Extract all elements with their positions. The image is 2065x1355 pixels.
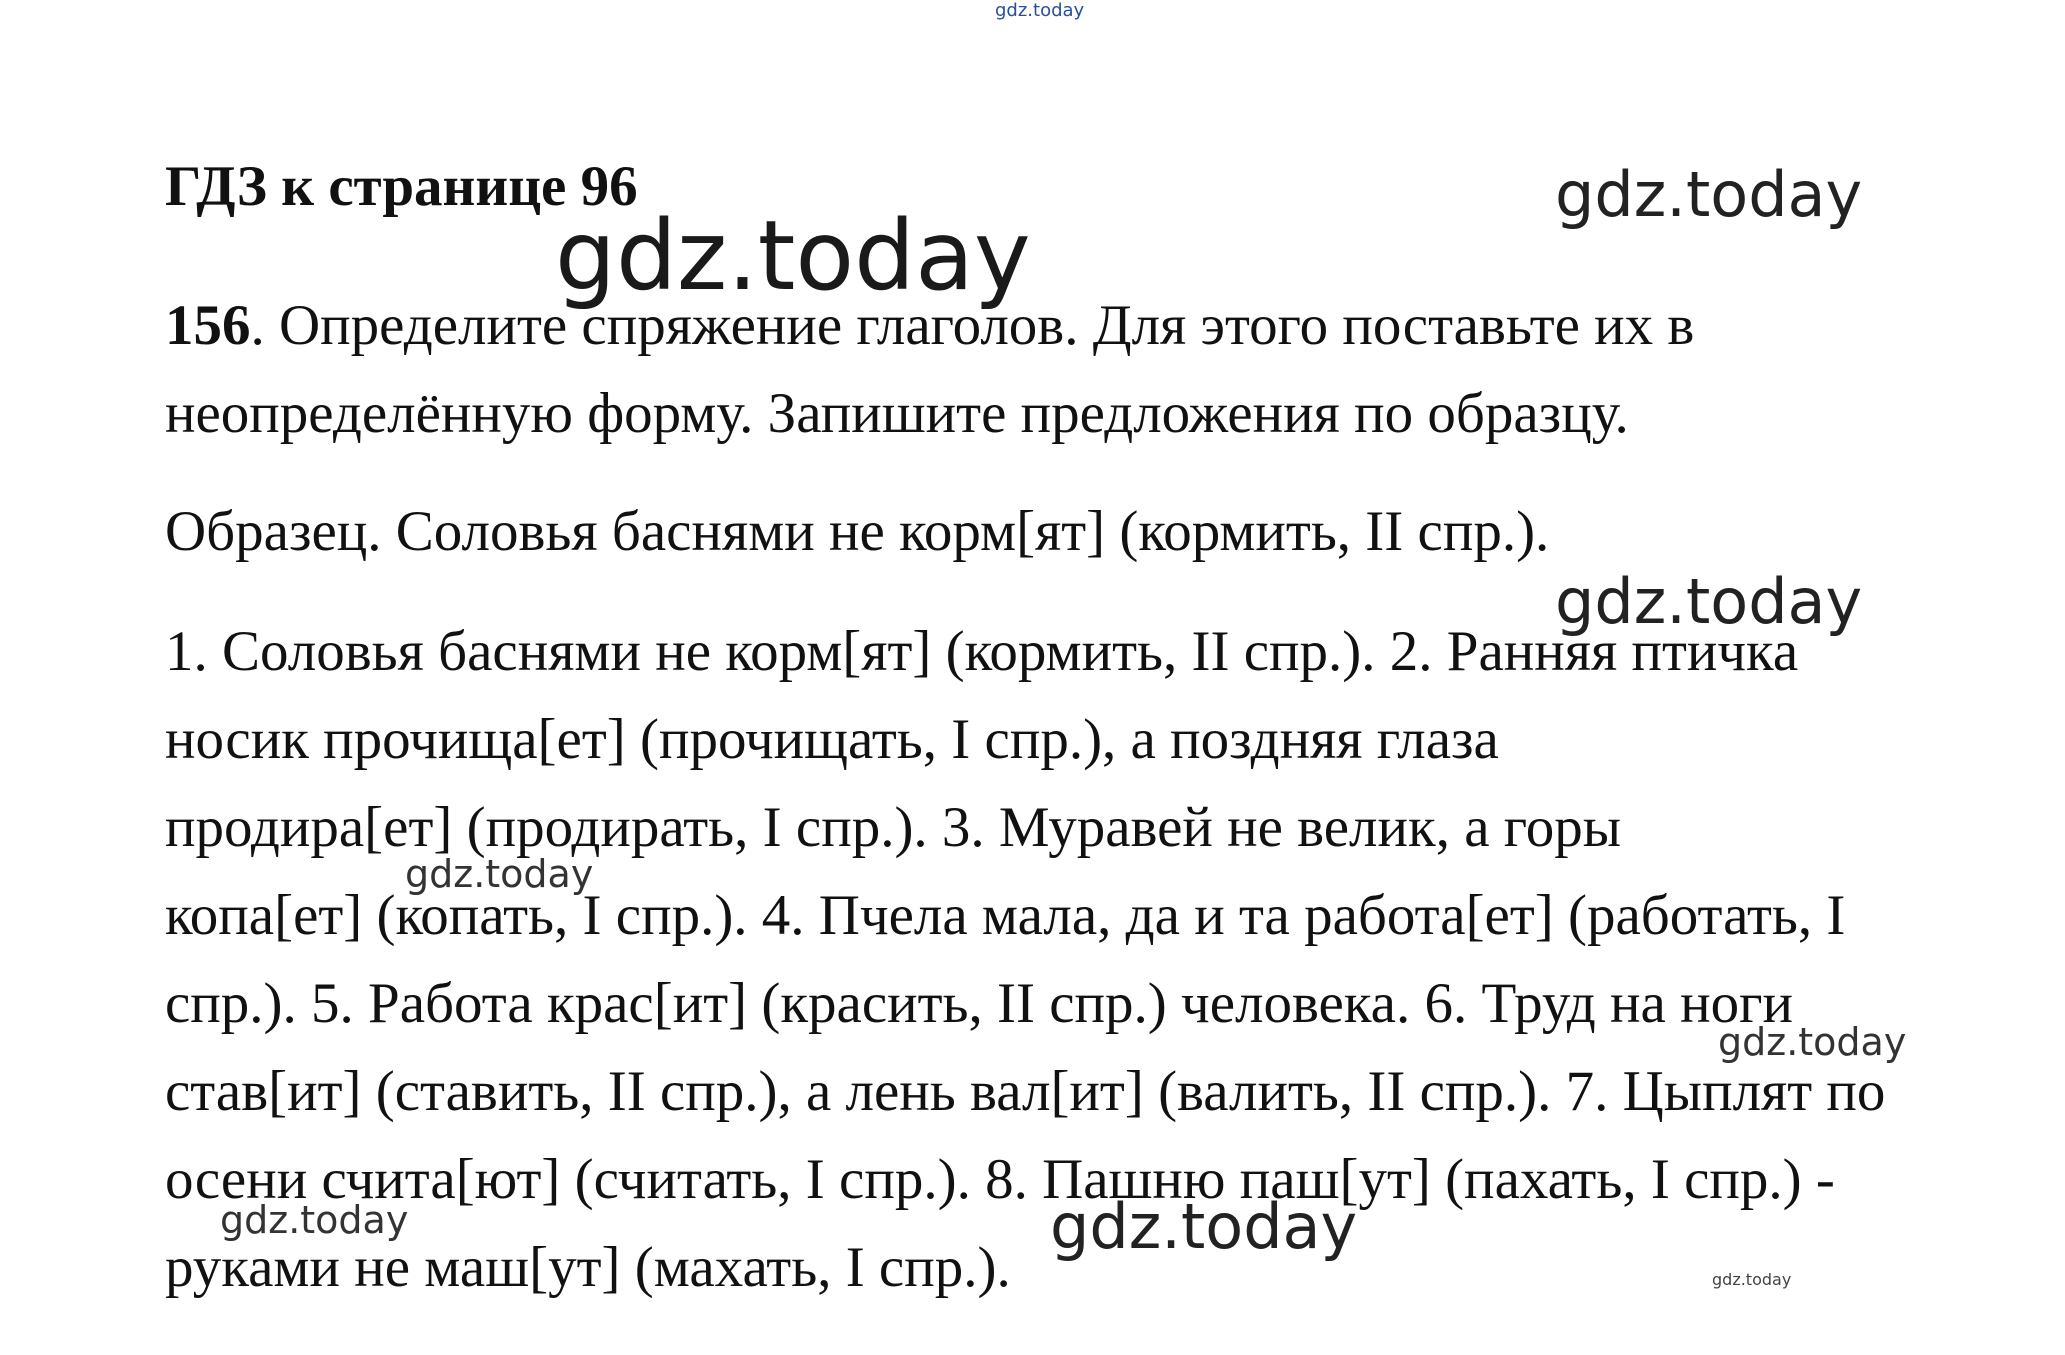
answer-line-8: руками не маш[ут] (махать, I спр.). [165,1236,1011,1299]
answer-line-2: носик прочища[ет] (прочищать, I спр.), а поздняя глаза [165,708,1499,771]
watermark-top-right: gdz.today [1555,158,1863,231]
task-line-1 [165,282,1945,370]
answer-line-3: продира[ет] (продирать, I спр.). 3. Муравей не велик, а горы [165,796,1622,859]
answer-line-5: спр.). 5. Работа крас[ит] (красить, II спр.) человека. 6. Труд на ноги [165,972,1793,1035]
watermark-center-bottom: gdz.today [1050,1190,1358,1263]
watermark-left-bottom: gdz.today [220,1198,409,1242]
task-statement [165,282,1945,458]
answer-line-4: копа[ет] (копать, I спр.). 4. Пчела мала, да и та работа[ет] (работать, I [165,884,1846,947]
page-heading: ГДЗ к странице 96 [165,155,638,218]
watermark-top-center: gdz.today [995,0,1085,21]
watermark-right-lower: gdz.today [1718,1020,1907,1064]
watermark-footer-right: gdz.today [1712,1270,1792,1289]
sample-sentence: Образец. Соловья баснями не корм[ят] (кормить, II спр.). [165,500,1550,563]
task-line-2: неопределённую форму. Запишите предложения по образцу. [165,382,1629,445]
task-number: 156 [165,294,251,357]
watermark-left-mid: gdz.today [405,852,594,896]
answer-line-1: 1. Соловья баснями не корм[ят] (кормить, II спр.). 2. Ранняя птичка [165,620,1799,683]
answer-line-7: осени счита[ют] (считать, I спр.). 8. Пашню паш[ут] (пахать, I спр.) - [165,1148,1835,1211]
watermark-over-heading: gdz.today [555,200,1031,312]
watermark-right-mid: gdz.today [1555,565,1863,638]
answer-line-6: став[ит] (ставить, II спр.), а лень вал[ит] (валить, II спр.). 7. Цыплят по [165,1060,1886,1123]
task-text-1: . Определите спряжение глаголов. Для этого поставьте их в [250,294,1695,357]
